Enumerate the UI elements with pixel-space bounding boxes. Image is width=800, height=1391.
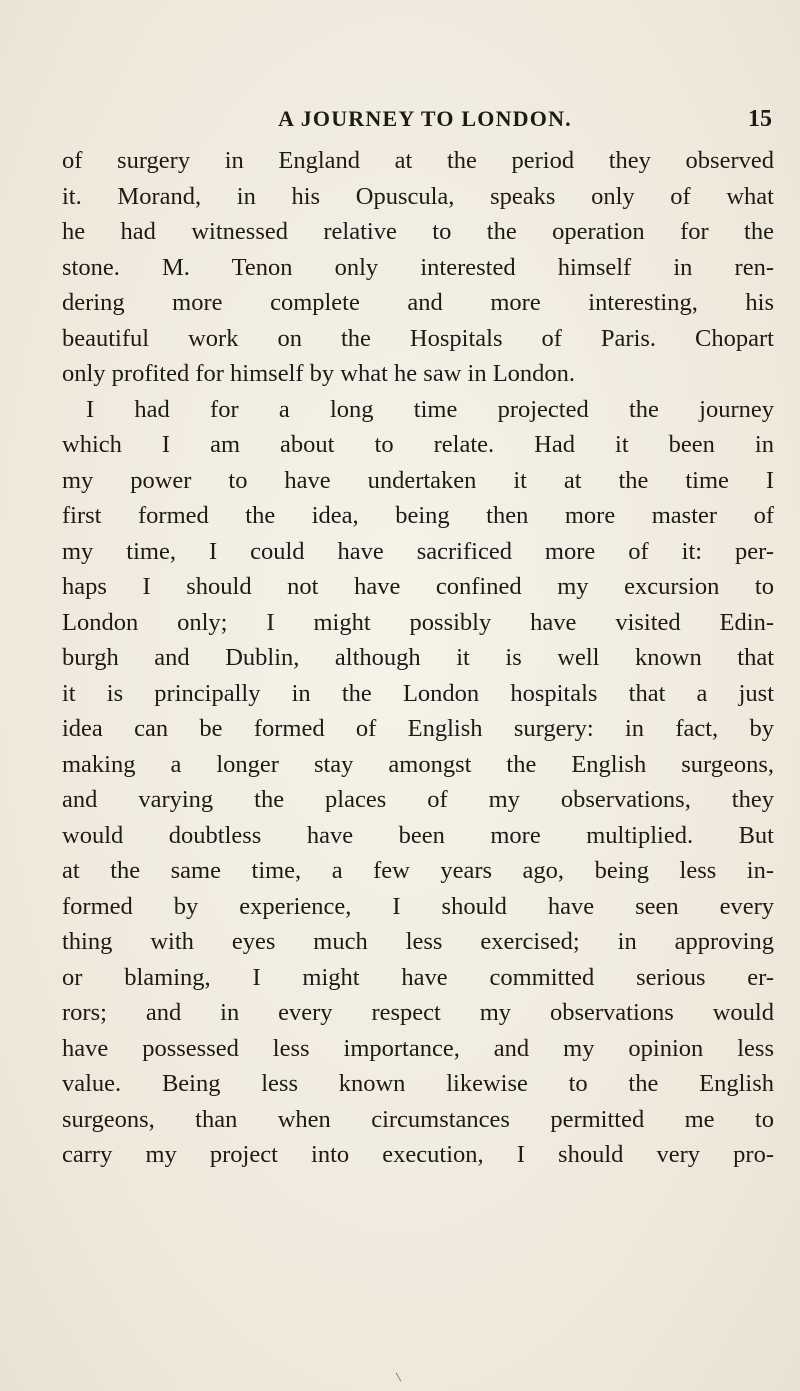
- text-line: would doubtless have been more multiplied. But: [62, 821, 774, 849]
- page-number: 15: [748, 106, 772, 132]
- text-line: dering more complete and more interesting, his: [62, 289, 774, 316]
- text-line: first formed the idea, being then more master of: [62, 502, 774, 529]
- text-line: idea can be formed of English surgery: in fact, by: [62, 715, 774, 742]
- text-line: at the same time, a few years ago, being less in-: [62, 857, 774, 884]
- page-header: [60, 101, 772, 137]
- text-line: value. Being less known likewise to the English: [62, 1070, 774, 1097]
- text-line: stone. M. Tenon only interested himself in ren-: [62, 253, 774, 281]
- text-line: my power to have undertaken it at the time I: [62, 466, 774, 494]
- text-line: thing with eyes much less exercised; in approving: [62, 928, 774, 955]
- text-line: I had for a long time projected the journey: [86, 395, 774, 423]
- running-head: A JOURNEY TO LONDON.: [278, 106, 572, 131]
- text-line: formed by experience, I should have seen every: [62, 892, 774, 920]
- text-line: or blaming, I might have committed serious er-: [62, 963, 774, 991]
- text-line: it is principally in the London hospitals that a just: [62, 679, 774, 707]
- text-line: of surgery in England at the period they observed: [62, 147, 774, 174]
- text-line: surgeons, than when circumstances permitted me to: [62, 1105, 774, 1133]
- text-line: only profited for himself by what he saw in London.: [62, 360, 576, 387]
- text-line: and varying the places of my observations, they: [62, 786, 774, 813]
- text-line: carry my project into execution, I should very pro-: [62, 1141, 774, 1168]
- text-line: my time, I could have sacrificed more of it: per-: [62, 537, 774, 565]
- text-line: have possessed less importance, and my opinion less: [62, 1034, 774, 1062]
- text-line: London only; I might possibly have visited Edin-: [62, 608, 774, 636]
- text-line: making a longer stay amongst the English surgeons,: [62, 750, 774, 778]
- text-line: burgh and Dublin, although it is well known that: [62, 644, 774, 671]
- text-line: it. Morand, in his Opuscula, speaks only of what: [62, 182, 774, 210]
- body-text: [62, 143, 774, 1173]
- print-mark: [396, 1372, 402, 1381]
- text-line: beautiful work on the Hospitals of Paris. Chopart: [62, 324, 774, 352]
- text-line: which I am about to relate. Had it been in: [62, 431, 774, 458]
- text-line: he had witnessed relative to the operation for the: [62, 218, 774, 245]
- text-line: rors; and in every respect my observations would: [62, 999, 774, 1026]
- text-line: haps I should not have confined my excursion to: [62, 573, 774, 600]
